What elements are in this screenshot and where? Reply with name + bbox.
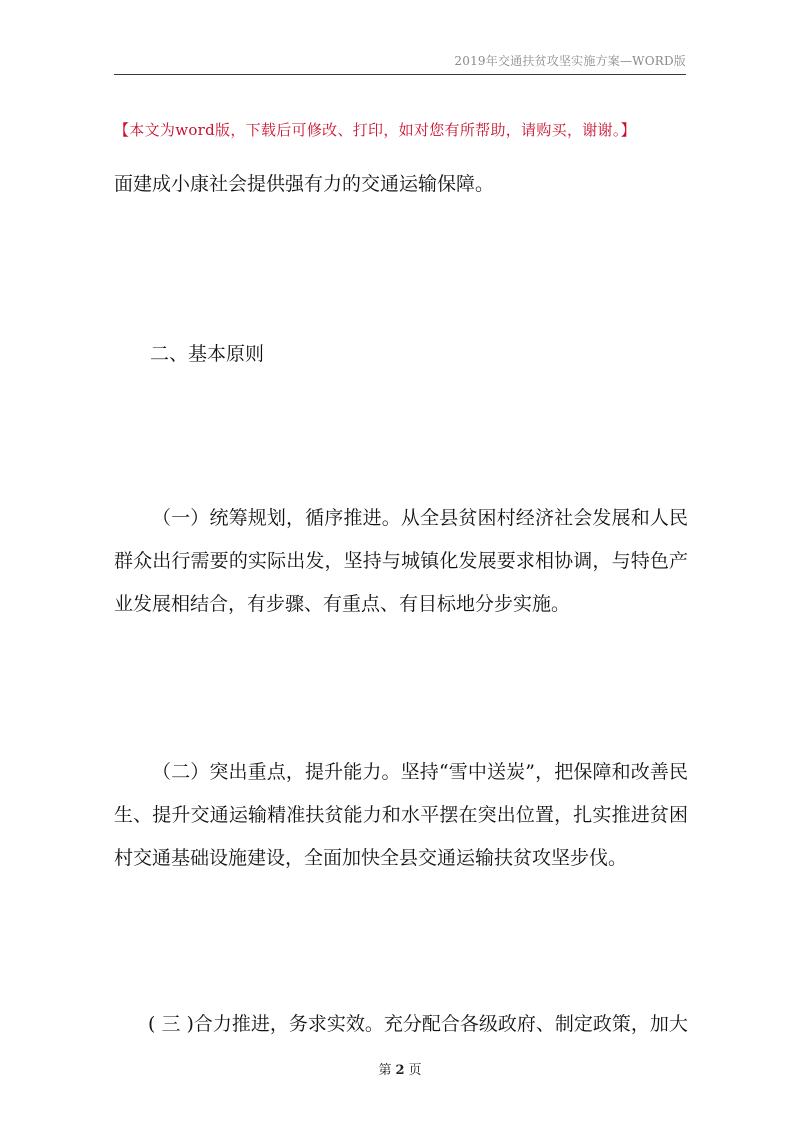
paragraph-principle-3: ( 三 )合力推进，务求实效。充分配合各级政府、制定政策，加大 [148, 1013, 688, 1035]
page-label-suffix: 页 [408, 1063, 422, 1078]
page-footer [0, 1059, 800, 1078]
page-label-prefix: 第 [378, 1063, 392, 1078]
section-heading: 二、基本原则 [150, 343, 265, 365]
paragraph-continuation: 面建成小康社会提供强有力的交通运输保障。 [114, 173, 495, 195]
header-divider [114, 74, 686, 75]
paragraph-principle-2: （二）突出重点，提升能力。坚持“雪中送炭”，把保障和改善民生、提升交通运输精准扶贫能力和水平摆在突出位置，扎实推进贫困村交通基础设施建设，全面加快全县交通运输扶贫攻坚步伐。 [114, 761, 688, 869]
header-title: 2019年交通扶贫攻坚实施方案—WORD版 [454, 54, 686, 68]
purchase-notice: 【本文为word版，下载后可修改、打印，如对您有所帮助，请购买，谢谢。】 [114, 121, 636, 139]
page-number: 2 [395, 1063, 405, 1078]
paragraph-principle-1: （一）统筹规划，循序推进。从全县贫困村经济社会发展和人民群众出行需要的实际出发，坚持与城镇化发展要求相协调，与特色产业发展相结合，有步骤、有重点、有目标地分步实施。 [114, 507, 688, 615]
page-header [0, 52, 800, 72]
